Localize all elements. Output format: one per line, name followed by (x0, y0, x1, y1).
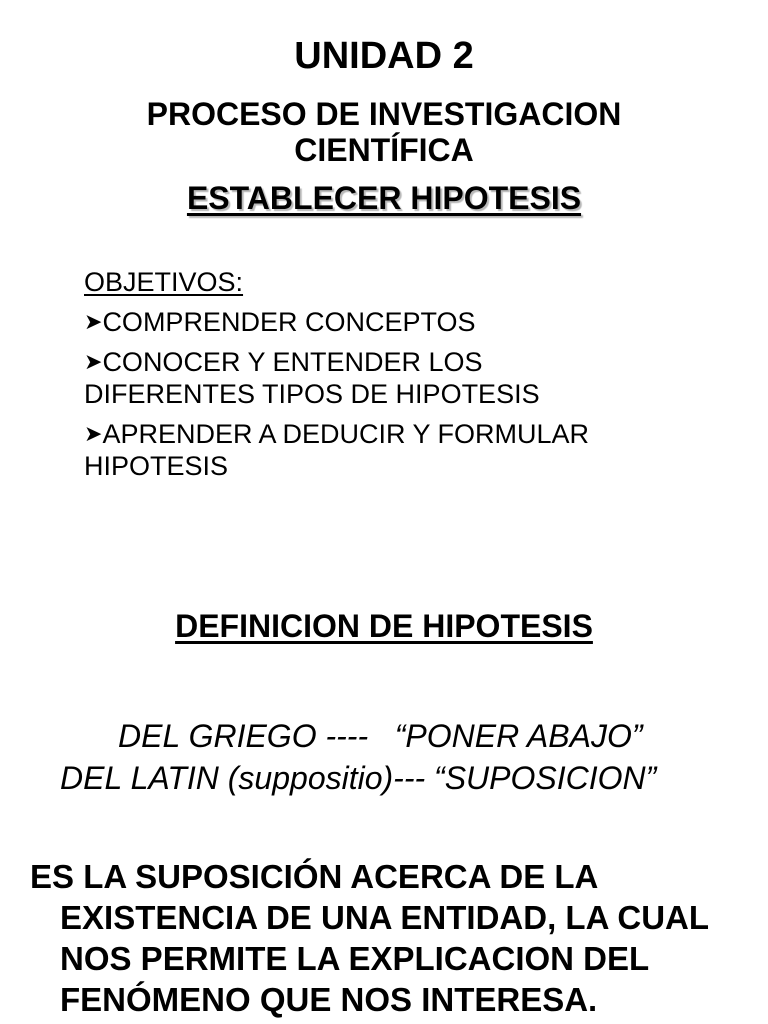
definition-line-1: ES LA SUPOSICIÓN ACERCA DE LA (30, 858, 599, 895)
definition-line-2: EXISTENCIA DE UNA ENTIDAD, LA CUAL (60, 899, 710, 936)
objective-text-line2: DIFERENTES TIPOS DE HIPOTESIS (84, 379, 540, 409)
definition-line-3: NOS PERMITE LA EXPLICACION DEL (60, 940, 650, 977)
subtitle-line-2: CIENTÍFICA (294, 132, 474, 168)
arrow-bullet-icon: ➤ (84, 349, 103, 374)
unit-title: UNIDAD 2 (294, 35, 474, 77)
arrow-bullet-icon: ➤ (84, 309, 103, 334)
objective-item (84, 306, 724, 338)
subtitle-line-1: PROCESO DE INVESTIGACION (146, 96, 622, 132)
objective-text-line2: HIPOTESIS (84, 451, 229, 481)
objective-text-line1: COMPRENDER CONCEPTOS (102, 307, 476, 337)
definition-line-4: FENÓMENO QUE NOS INTERESA. (60, 981, 598, 1018)
etymology-greek: DEL GRIEGO ---- “PONER ABAJO” (118, 718, 643, 754)
objective-text-line1: CONOCER Y ENTENDER LOS (102, 347, 483, 377)
objective-item (84, 346, 724, 410)
arrow-bullet-icon: ➤ (84, 421, 103, 446)
definition-paragraph (30, 856, 750, 1020)
objectives-section (84, 266, 724, 490)
definition-heading: DEFINICION DE HIPOTESIS (175, 608, 593, 644)
topic-title: ESTABLECER HIPOTESIS (186, 180, 582, 216)
objectives-heading: OBJETIVOS: (84, 267, 244, 297)
etymology-latin: DEL LATIN (suppositio)--- “SUPOSICION” (60, 760, 657, 796)
objective-text-line1: APRENDER A DEDUCIR Y FORMULAR (102, 419, 590, 449)
objective-item (84, 418, 724, 482)
slide-subtitle (0, 96, 768, 168)
